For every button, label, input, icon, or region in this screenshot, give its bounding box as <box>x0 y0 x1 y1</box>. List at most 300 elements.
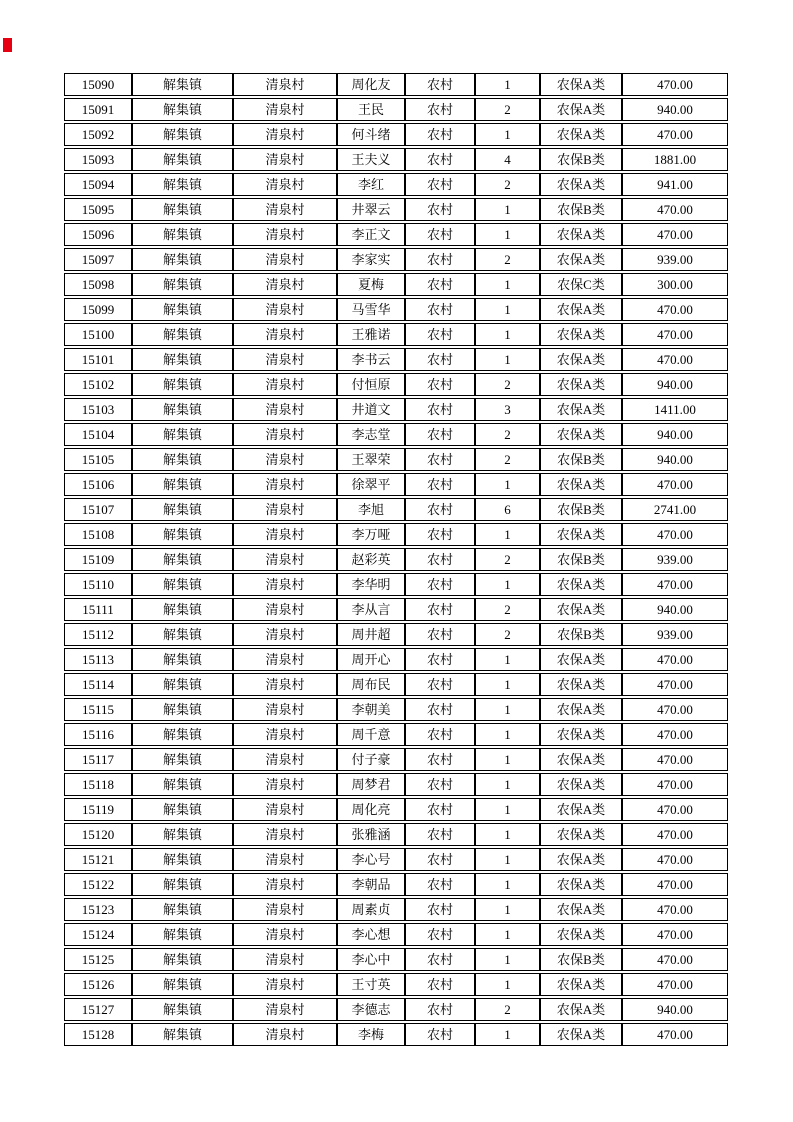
cell-village: 清泉村 <box>233 648 337 671</box>
cell-count: 1 <box>475 798 540 821</box>
cell-count: 1 <box>475 723 540 746</box>
cell-id: 15118 <box>64 773 132 796</box>
cell-residence: 农村 <box>405 623 475 646</box>
cell-village: 清泉村 <box>233 848 337 871</box>
cell-name: 周化友 <box>337 73 405 96</box>
cell-village: 清泉村 <box>233 1023 337 1046</box>
cell-town: 解集镇 <box>132 698 233 721</box>
cell-id: 15097 <box>64 248 132 271</box>
cell-id: 15114 <box>64 673 132 696</box>
cell-category: 农保A类 <box>540 673 622 696</box>
cell-amount: 470.00 <box>622 948 728 971</box>
cell-village: 清泉村 <box>233 323 337 346</box>
table-row <box>64 748 728 771</box>
cell-village: 清泉村 <box>233 423 337 446</box>
cell-count: 2 <box>475 423 540 446</box>
cell-id: 15095 <box>64 198 132 221</box>
cell-residence: 农村 <box>405 848 475 871</box>
cell-town: 解集镇 <box>132 248 233 271</box>
cell-village: 清泉村 <box>233 498 337 521</box>
cell-residence: 农村 <box>405 573 475 596</box>
cell-category: 农保A类 <box>540 123 622 146</box>
table-row <box>64 848 728 871</box>
cell-count: 1 <box>475 523 540 546</box>
cell-village: 清泉村 <box>233 123 337 146</box>
cell-category: 农保A类 <box>540 348 622 371</box>
cell-count: 1 <box>475 698 540 721</box>
table-row <box>64 873 728 896</box>
cell-village: 清泉村 <box>233 198 337 221</box>
table-row <box>64 298 728 321</box>
cell-category: 农保A类 <box>540 898 622 921</box>
cell-amount: 940.00 <box>622 448 728 471</box>
cell-amount: 470.00 <box>622 123 728 146</box>
cell-id: 15119 <box>64 798 132 821</box>
data-table <box>64 71 728 1048</box>
table-row <box>64 573 728 596</box>
table-row <box>64 598 728 621</box>
cell-village: 清泉村 <box>233 723 337 746</box>
cell-id: 15099 <box>64 298 132 321</box>
cell-amount: 940.00 <box>622 373 728 396</box>
cell-count: 1 <box>475 823 540 846</box>
cell-count: 2 <box>475 248 540 271</box>
cell-category: 农保A类 <box>540 998 622 1021</box>
cell-count: 1 <box>475 748 540 771</box>
cell-category: 农保A类 <box>540 823 622 846</box>
cell-amount: 470.00 <box>622 748 728 771</box>
table-row <box>64 173 728 196</box>
cell-name: 马雪华 <box>337 298 405 321</box>
cell-count: 1 <box>475 848 540 871</box>
cell-amount: 470.00 <box>622 848 728 871</box>
cell-town: 解集镇 <box>132 273 233 296</box>
cell-amount: 470.00 <box>622 873 728 896</box>
cell-name: 李朝美 <box>337 698 405 721</box>
table-row <box>64 373 728 396</box>
cell-residence: 农村 <box>405 173 475 196</box>
table-row <box>64 623 728 646</box>
cell-town: 解集镇 <box>132 573 233 596</box>
cell-town: 解集镇 <box>132 623 233 646</box>
cell-residence: 农村 <box>405 898 475 921</box>
table-row <box>64 773 728 796</box>
cell-amount: 939.00 <box>622 248 728 271</box>
cell-name: 夏梅 <box>337 273 405 296</box>
cell-residence: 农村 <box>405 323 475 346</box>
cell-town: 解集镇 <box>132 323 233 346</box>
cell-residence: 农村 <box>405 223 475 246</box>
cell-name: 李红 <box>337 173 405 196</box>
cell-category: 农保A类 <box>540 173 622 196</box>
cell-town: 解集镇 <box>132 723 233 746</box>
cell-amount: 470.00 <box>622 348 728 371</box>
cell-amount: 470.00 <box>622 973 728 996</box>
cell-name: 赵彩英 <box>337 548 405 571</box>
cell-amount: 470.00 <box>622 723 728 746</box>
cell-amount: 939.00 <box>622 623 728 646</box>
cell-id: 15125 <box>64 948 132 971</box>
cell-name: 王民 <box>337 98 405 121</box>
cell-village: 清泉村 <box>233 298 337 321</box>
cell-category: 农保A类 <box>540 373 622 396</box>
table-row <box>64 698 728 721</box>
cell-id: 15102 <box>64 373 132 396</box>
cell-category: 农保A类 <box>540 248 622 271</box>
cell-category: 农保A类 <box>540 798 622 821</box>
cell-village: 清泉村 <box>233 223 337 246</box>
table-row <box>64 473 728 496</box>
cell-residence: 农村 <box>405 998 475 1021</box>
cell-count: 3 <box>475 398 540 421</box>
cell-residence: 农村 <box>405 723 475 746</box>
cell-village: 清泉村 <box>233 798 337 821</box>
cell-town: 解集镇 <box>132 498 233 521</box>
table-row <box>64 398 728 421</box>
cell-id: 15113 <box>64 648 132 671</box>
cell-count: 1 <box>475 648 540 671</box>
cell-residence: 农村 <box>405 748 475 771</box>
table-row <box>64 723 728 746</box>
cell-town: 解集镇 <box>132 898 233 921</box>
cell-name: 张雅涵 <box>337 823 405 846</box>
cell-count: 1 <box>475 198 540 221</box>
cell-village: 清泉村 <box>233 248 337 271</box>
cell-count: 1 <box>475 973 540 996</box>
cell-id: 15124 <box>64 923 132 946</box>
table-row <box>64 223 728 246</box>
cell-name: 李朝品 <box>337 873 405 896</box>
cell-town: 解集镇 <box>132 448 233 471</box>
cell-amount: 939.00 <box>622 548 728 571</box>
cell-id: 15100 <box>64 323 132 346</box>
cell-amount: 940.00 <box>622 423 728 446</box>
cell-name: 李德志 <box>337 998 405 1021</box>
cell-id: 15126 <box>64 973 132 996</box>
cell-id: 15107 <box>64 498 132 521</box>
cell-town: 解集镇 <box>132 548 233 571</box>
table-row <box>64 448 728 471</box>
cell-residence: 农村 <box>405 698 475 721</box>
cell-residence: 农村 <box>405 923 475 946</box>
cell-count: 1 <box>475 673 540 696</box>
cell-town: 解集镇 <box>132 298 233 321</box>
cell-name: 何斗绪 <box>337 123 405 146</box>
cell-id: 15115 <box>64 698 132 721</box>
cell-id: 15116 <box>64 723 132 746</box>
cell-id: 15110 <box>64 573 132 596</box>
cell-amount: 470.00 <box>622 198 728 221</box>
cell-town: 解集镇 <box>132 648 233 671</box>
cell-residence: 农村 <box>405 273 475 296</box>
cell-village: 清泉村 <box>233 73 337 96</box>
cell-village: 清泉村 <box>233 373 337 396</box>
table-row <box>64 948 728 971</box>
cell-category: 农保B类 <box>540 498 622 521</box>
cell-residence: 农村 <box>405 98 475 121</box>
red-marker <box>3 38 12 52</box>
cell-village: 清泉村 <box>233 998 337 1021</box>
cell-id: 15120 <box>64 823 132 846</box>
cell-count: 1 <box>475 473 540 496</box>
cell-id: 15122 <box>64 873 132 896</box>
cell-id: 15094 <box>64 173 132 196</box>
cell-town: 解集镇 <box>132 948 233 971</box>
cell-count: 1 <box>475 223 540 246</box>
cell-town: 解集镇 <box>132 123 233 146</box>
cell-name: 李心想 <box>337 923 405 946</box>
cell-village: 清泉村 <box>233 698 337 721</box>
cell-residence: 农村 <box>405 123 475 146</box>
cell-town: 解集镇 <box>132 423 233 446</box>
cell-id: 15123 <box>64 898 132 921</box>
cell-count: 4 <box>475 148 540 171</box>
cell-amount: 470.00 <box>622 73 728 96</box>
cell-count: 2 <box>475 998 540 1021</box>
cell-town: 解集镇 <box>132 598 233 621</box>
cell-village: 清泉村 <box>233 923 337 946</box>
cell-category: 农保B类 <box>540 148 622 171</box>
cell-category: 农保A类 <box>540 523 622 546</box>
cell-village: 清泉村 <box>233 748 337 771</box>
cell-residence: 农村 <box>405 298 475 321</box>
cell-amount: 940.00 <box>622 98 728 121</box>
cell-village: 清泉村 <box>233 148 337 171</box>
cell-residence: 农村 <box>405 523 475 546</box>
cell-residence: 农村 <box>405 973 475 996</box>
cell-id: 15098 <box>64 273 132 296</box>
table-row <box>64 973 728 996</box>
cell-id: 15127 <box>64 998 132 1021</box>
cell-category: 农保A类 <box>540 473 622 496</box>
table-row <box>64 273 728 296</box>
cell-category: 农保A类 <box>540 423 622 446</box>
cell-amount: 470.00 <box>622 898 728 921</box>
cell-amount: 470.00 <box>622 823 728 846</box>
cell-count: 1 <box>475 873 540 896</box>
cell-amount: 470.00 <box>622 523 728 546</box>
cell-count: 2 <box>475 548 540 571</box>
cell-name: 徐翠平 <box>337 473 405 496</box>
cell-village: 清泉村 <box>233 448 337 471</box>
cell-town: 解集镇 <box>132 873 233 896</box>
cell-name: 李家实 <box>337 248 405 271</box>
cell-village: 清泉村 <box>233 348 337 371</box>
cell-amount: 2741.00 <box>622 498 728 521</box>
cell-amount: 941.00 <box>622 173 728 196</box>
cell-name: 李万哑 <box>337 523 405 546</box>
cell-name: 王翠荣 <box>337 448 405 471</box>
cell-town: 解集镇 <box>132 673 233 696</box>
cell-town: 解集镇 <box>132 973 233 996</box>
cell-category: 农保A类 <box>540 973 622 996</box>
cell-count: 1 <box>475 898 540 921</box>
table-row <box>64 248 728 271</box>
table-row <box>64 1023 728 1046</box>
table-row <box>64 348 728 371</box>
cell-count: 1 <box>475 773 540 796</box>
cell-amount: 470.00 <box>622 573 728 596</box>
cell-id: 15096 <box>64 223 132 246</box>
cell-category: 农保C类 <box>540 273 622 296</box>
cell-count: 1 <box>475 948 540 971</box>
cell-id: 15101 <box>64 348 132 371</box>
cell-category: 农保A类 <box>540 698 622 721</box>
cell-category: 农保A类 <box>540 1023 622 1046</box>
cell-id: 15090 <box>64 73 132 96</box>
table-row <box>64 198 728 221</box>
cell-residence: 农村 <box>405 448 475 471</box>
cell-residence: 农村 <box>405 948 475 971</box>
cell-residence: 农村 <box>405 73 475 96</box>
cell-count: 1 <box>475 323 540 346</box>
cell-category: 农保A类 <box>540 298 622 321</box>
cell-village: 清泉村 <box>233 573 337 596</box>
cell-name: 王雅诺 <box>337 323 405 346</box>
cell-village: 清泉村 <box>233 548 337 571</box>
cell-residence: 农村 <box>405 248 475 271</box>
table-row <box>64 73 728 96</box>
table-row <box>64 423 728 446</box>
cell-residence: 农村 <box>405 473 475 496</box>
cell-name: 井翠云 <box>337 198 405 221</box>
cell-residence: 农村 <box>405 873 475 896</box>
cell-town: 解集镇 <box>132 98 233 121</box>
cell-name: 李志堂 <box>337 423 405 446</box>
table-row <box>64 673 728 696</box>
cell-town: 解集镇 <box>132 1023 233 1046</box>
cell-town: 解集镇 <box>132 173 233 196</box>
cell-amount: 470.00 <box>622 648 728 671</box>
cell-id: 15109 <box>64 548 132 571</box>
cell-village: 清泉村 <box>233 398 337 421</box>
cell-amount: 300.00 <box>622 273 728 296</box>
cell-id: 15103 <box>64 398 132 421</box>
cell-village: 清泉村 <box>233 473 337 496</box>
cell-amount: 470.00 <box>622 798 728 821</box>
cell-category: 农保A类 <box>540 873 622 896</box>
cell-id: 15108 <box>64 523 132 546</box>
cell-town: 解集镇 <box>132 748 233 771</box>
cell-residence: 农村 <box>405 798 475 821</box>
cell-category: 农保A类 <box>540 73 622 96</box>
cell-id: 15106 <box>64 473 132 496</box>
cell-village: 清泉村 <box>233 948 337 971</box>
cell-count: 1 <box>475 348 540 371</box>
cell-amount: 1411.00 <box>622 398 728 421</box>
cell-village: 清泉村 <box>233 823 337 846</box>
cell-village: 清泉村 <box>233 173 337 196</box>
cell-count: 2 <box>475 598 540 621</box>
cell-amount: 470.00 <box>622 773 728 796</box>
cell-category: 农保A类 <box>540 848 622 871</box>
table-row <box>64 823 728 846</box>
cell-residence: 农村 <box>405 148 475 171</box>
cell-id: 15092 <box>64 123 132 146</box>
table-row <box>64 498 728 521</box>
cell-id: 15091 <box>64 98 132 121</box>
cell-name: 李梅 <box>337 1023 405 1046</box>
cell-category: 农保A类 <box>540 398 622 421</box>
cell-name: 李华明 <box>337 573 405 596</box>
cell-name: 周井超 <box>337 623 405 646</box>
table-row <box>64 648 728 671</box>
cell-village: 清泉村 <box>233 873 337 896</box>
cell-name: 付恒原 <box>337 373 405 396</box>
cell-amount: 470.00 <box>622 673 728 696</box>
cell-town: 解集镇 <box>132 398 233 421</box>
cell-category: 农保B类 <box>540 448 622 471</box>
cell-category: 农保A类 <box>540 573 622 596</box>
cell-town: 解集镇 <box>132 223 233 246</box>
cell-count: 1 <box>475 73 540 96</box>
cell-town: 解集镇 <box>132 473 233 496</box>
cell-village: 清泉村 <box>233 623 337 646</box>
cell-id: 15128 <box>64 1023 132 1046</box>
cell-id: 15112 <box>64 623 132 646</box>
cell-town: 解集镇 <box>132 148 233 171</box>
cell-town: 解集镇 <box>132 373 233 396</box>
cell-name: 周开心 <box>337 648 405 671</box>
cell-town: 解集镇 <box>132 523 233 546</box>
cell-town: 解集镇 <box>132 998 233 1021</box>
cell-category: 农保A类 <box>540 598 622 621</box>
table-row <box>64 123 728 146</box>
cell-count: 1 <box>475 298 540 321</box>
cell-residence: 农村 <box>405 398 475 421</box>
cell-category: 农保B类 <box>540 548 622 571</box>
cell-village: 清泉村 <box>233 773 337 796</box>
cell-village: 清泉村 <box>233 898 337 921</box>
cell-residence: 农村 <box>405 373 475 396</box>
cell-village: 清泉村 <box>233 598 337 621</box>
cell-count: 1 <box>475 273 540 296</box>
cell-name: 周千意 <box>337 723 405 746</box>
cell-id: 15111 <box>64 598 132 621</box>
cell-name: 付子豪 <box>337 748 405 771</box>
cell-count: 2 <box>475 373 540 396</box>
cell-count: 1 <box>475 573 540 596</box>
cell-count: 2 <box>475 623 540 646</box>
cell-id: 15104 <box>64 423 132 446</box>
cell-category: 农保B类 <box>540 623 622 646</box>
cell-amount: 470.00 <box>622 323 728 346</box>
cell-name: 周素贞 <box>337 898 405 921</box>
cell-count: 1 <box>475 923 540 946</box>
table-row <box>64 923 728 946</box>
cell-name: 周布民 <box>337 673 405 696</box>
cell-name: 李书云 <box>337 348 405 371</box>
cell-name: 李正文 <box>337 223 405 246</box>
cell-residence: 农村 <box>405 648 475 671</box>
table-row <box>64 998 728 1021</box>
cell-name: 李从言 <box>337 598 405 621</box>
cell-residence: 农村 <box>405 598 475 621</box>
cell-town: 解集镇 <box>132 823 233 846</box>
cell-category: 农保A类 <box>540 648 622 671</box>
cell-name: 李旭 <box>337 498 405 521</box>
cell-id: 15117 <box>64 748 132 771</box>
table-body <box>64 73 728 1046</box>
table-row <box>64 898 728 921</box>
cell-amount: 940.00 <box>622 998 728 1021</box>
cell-category: 农保A类 <box>540 223 622 246</box>
cell-count: 2 <box>475 98 540 121</box>
cell-count: 1 <box>475 123 540 146</box>
cell-name: 周化亮 <box>337 798 405 821</box>
cell-name: 井道文 <box>337 398 405 421</box>
cell-residence: 农村 <box>405 773 475 796</box>
